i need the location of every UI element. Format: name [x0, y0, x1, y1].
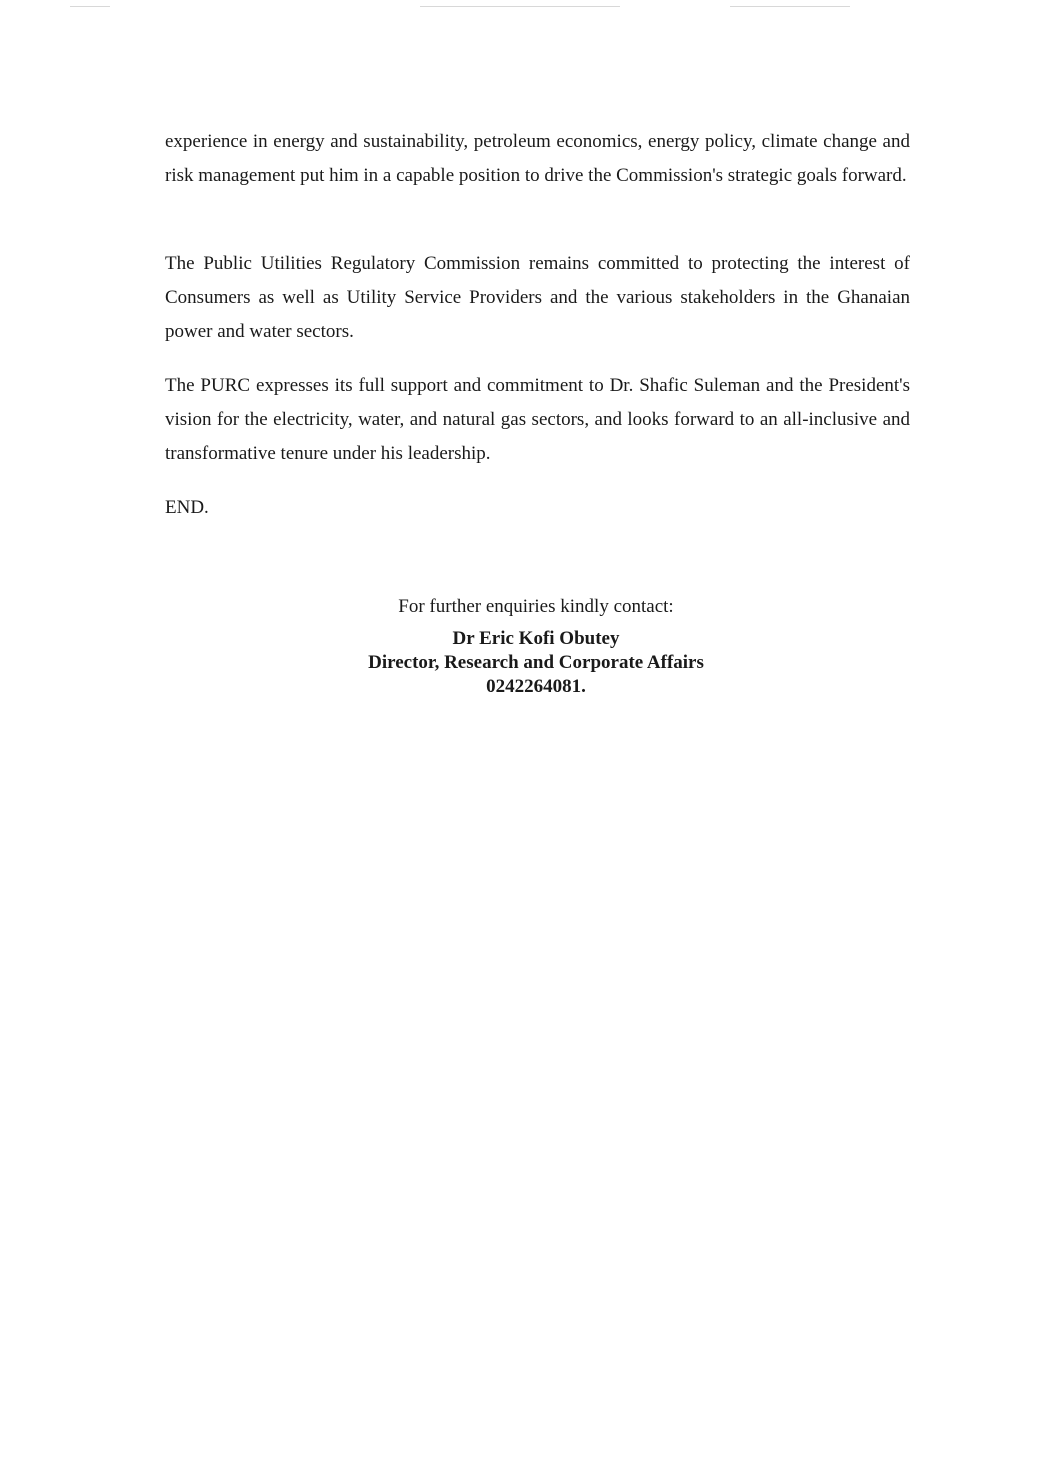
body-paragraph: The PURC expresses its full support and commitment to Dr. Shafic Suleman and the President's vision for the electricity, water, and natural gas sectors, and looks forward to an all-inclusive and transformative tenure under his leadership.	[165, 375, 910, 464]
scan-artifact-line	[420, 6, 620, 7]
body-paragraph: The Public Utilities Regulatory Commission remains committed to protecting the interest of Consumers as well as Utility Service Providers and the various stakeholders in the Ghanaian power and water sectors.	[165, 253, 910, 342]
contact-title: Director, Research and Corporate Affairs	[368, 652, 704, 673]
contact-phone: 0242264081.	[486, 676, 586, 697]
scan-artifact-line	[730, 6, 850, 7]
body-paragraph: experience in energy and sustainability, petroleum economics, energy policy, climate change and risk management put him in a capable position to drive the Commission's strategic goals forward.	[165, 131, 910, 186]
contact-name: Dr Eric Kofi Obutey	[452, 628, 620, 649]
end-marker: END.	[165, 497, 209, 518]
contact-block	[300, 593, 772, 699]
contact-intro: For further enquiries kindly contact:	[398, 596, 674, 617]
scan-artifact-line	[70, 6, 110, 7]
